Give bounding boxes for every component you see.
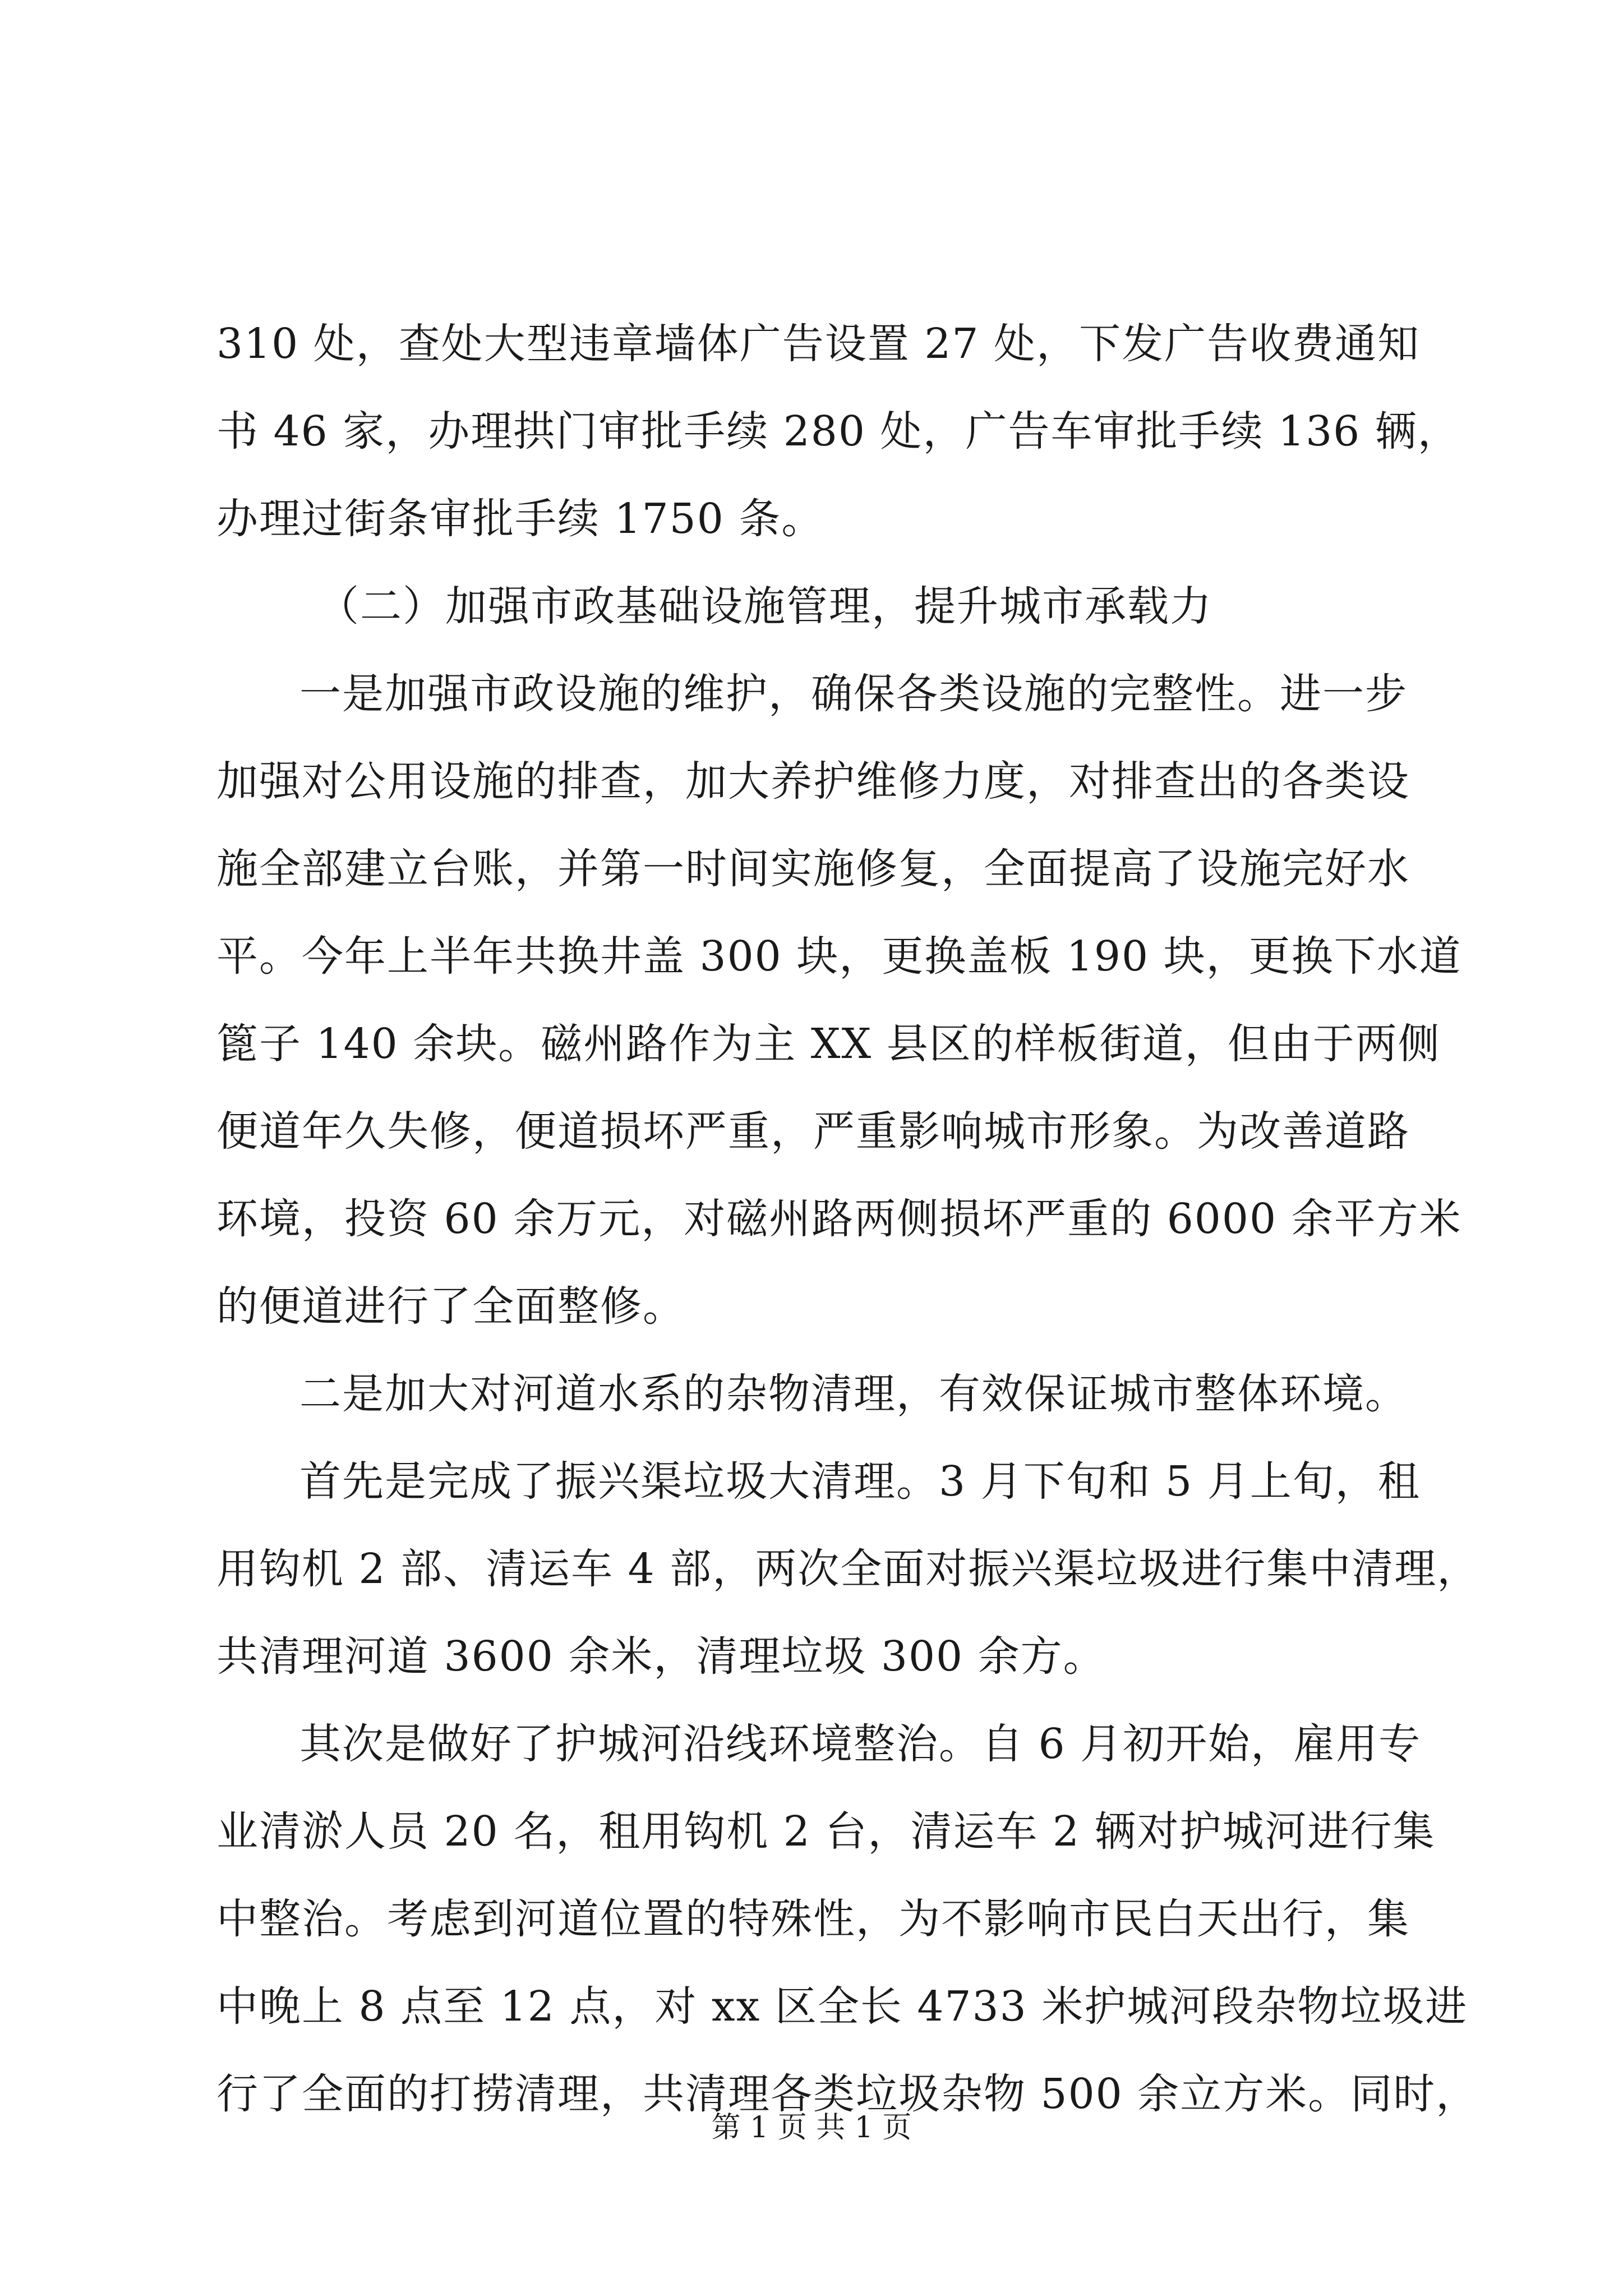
text-line: 办理过街条审批手续 1750 条。: [216, 495, 824, 543]
text-line: 便道年久失修，便道损坏严重，严重影响城市形象。为改善道路: [216, 1107, 1410, 1156]
section-heading: （二）加强市政基础设施管理，提升城市承载力: [317, 582, 1212, 631]
text-line: 施全部建立台账，并第一时间实施修复，全面提高了设施完好水: [216, 845, 1410, 893]
text-line: 用钩机 2 部、清运车 4 部，两次全面对振兴渠垃圾进行集中清理，: [216, 1545, 1480, 1593]
paragraph-start-line: 二是加大对河道水系的杂物清理，有效保证城市整体环境。: [299, 1370, 1408, 1418]
text-line: 310 处，查处大型违章墙体广告设置 27 处，下发广告收费通知: [216, 320, 1420, 368]
text-line: 中晚上 8 点至 12 点，对 xx 区全长 4733 米护城河段杂物垃圾进: [216, 1982, 1468, 2031]
text-line: 篦子 140 余块。磁州路作为主 XX 县区的样板街道，但由于两侧: [216, 1020, 1441, 1068]
text-line: 书 46 家，办理拱门审批手续 280 处，广告车审批手续 136 辆，: [216, 407, 1460, 455]
document-body: [216, 300, 1480, 2138]
text-line: 的便道进行了全面整修。: [216, 1282, 685, 1331]
text-line: 行了全面的打捞清理，共清理各类垃圾杂物 500 余立方米。同时，: [216, 2070, 1479, 2118]
text-line: 中整治。考虑到河道位置的特殊性，为不影响市民白天出行，集: [216, 1895, 1410, 1943]
page-number-footer: 第 1 页 共 1 页: [711, 2111, 912, 2145]
text-line: 共清理河道 3600 余米，清理垃圾 300 余方。: [216, 1632, 1106, 1681]
text-line: 加强对公用设施的排查，加大养护维修力度，对排查出的各类设: [216, 757, 1410, 806]
text-line: 环境，投资 60 余万元，对磁州路两侧损坏严重的 6000 余平方米: [216, 1195, 1462, 1243]
paragraph-start-line: 一是加强市政设施的维护，确保各类设施的完整性。进一步: [299, 670, 1408, 718]
paragraph-start-line: 首先是完成了振兴渠垃圾大清理。3 月下旬和 5 月上旬，租: [299, 1457, 1421, 1506]
text-line: 平。今年上半年共换井盖 300 块，更换盖板 190 块，更换下水道: [216, 932, 1462, 981]
paragraph-start-line: 其次是做好了护城河沿线环境整治。自 6 月初开始，雇用专: [299, 1720, 1422, 1768]
text-line: 业清淤人员 20 名，租用钩机 2 台，清运车 2 辆对护城河进行集: [216, 1807, 1436, 1856]
